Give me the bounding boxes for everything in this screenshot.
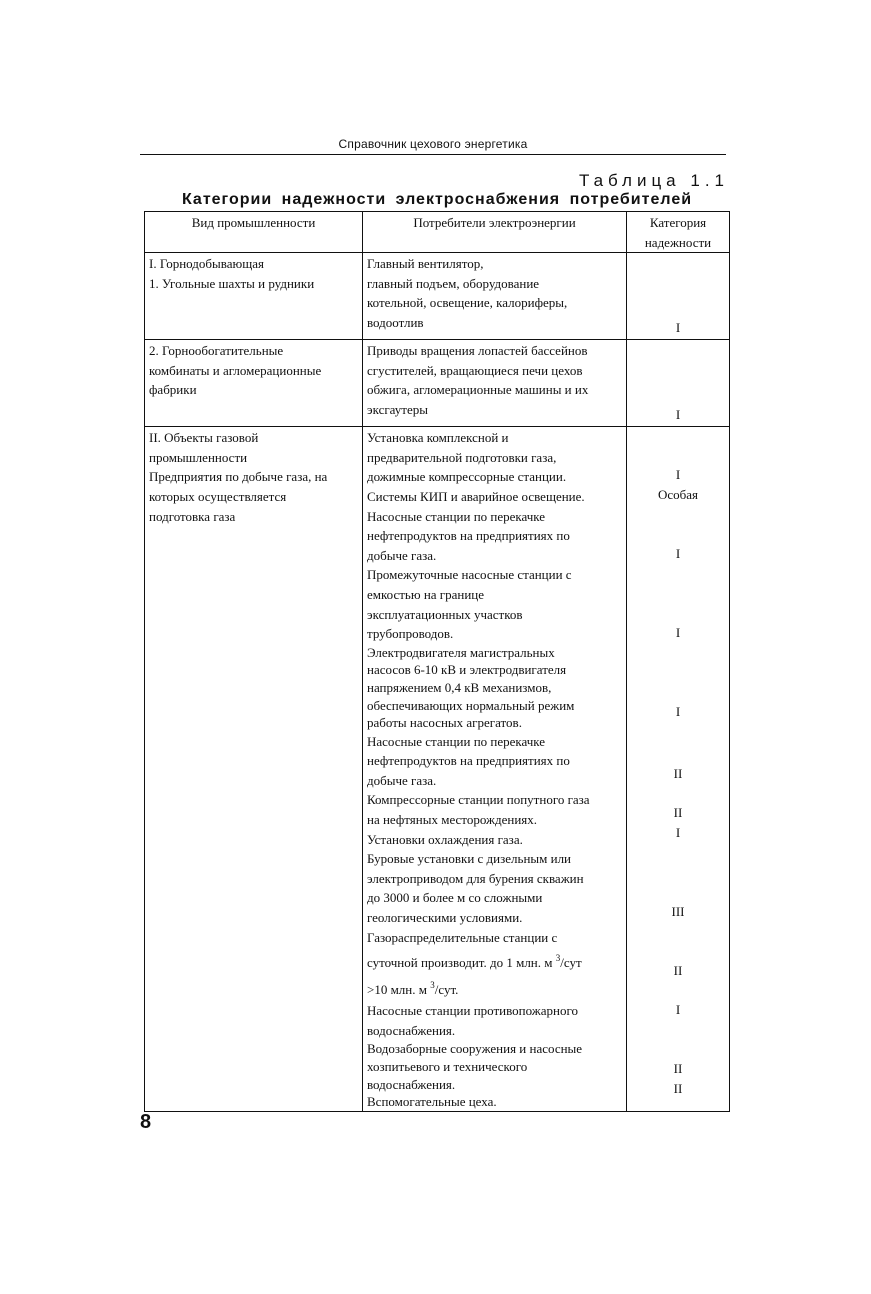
- category-value: I: [675, 825, 681, 841]
- cell-line: Установка комплексной и: [367, 430, 509, 446]
- cell-line: 1. Угольные шахты и рудники: [149, 275, 315, 291]
- cell-line: [367, 947, 622, 974]
- category-value: I: [675, 407, 681, 423]
- category-cell: [627, 253, 730, 340]
- cell-line: сгустителей, вращающиеся печи цехов: [367, 362, 583, 378]
- cell-line: дожимные компрессорные станции.: [367, 469, 567, 485]
- cell-line: эксгаутеры: [367, 401, 428, 417]
- cell-line: работы насосных агрегатов.: [367, 715, 522, 731]
- cell-line: до 3000 и более м со сложными: [367, 890, 543, 906]
- industry-cell: [145, 427, 363, 1112]
- cell-text: /сут: [560, 955, 582, 971]
- table-header-row: [145, 212, 730, 253]
- industry-cell: [145, 253, 363, 340]
- table-number: Таблица 1.1: [578, 171, 729, 190]
- header-category: [627, 212, 730, 253]
- category-cell: [627, 427, 730, 1112]
- header-category-line: надежности: [644, 234, 712, 250]
- header-consumers: Потребители электроэнергии: [363, 212, 627, 253]
- cell-line: II. Объекты газовой: [149, 430, 259, 446]
- cell-line: предварительной подготовки газа,: [367, 449, 557, 465]
- cell-line: [367, 974, 622, 1001]
- cell-line: емкостью на границе: [367, 586, 485, 602]
- cell-line: добыче газа.: [367, 547, 437, 563]
- cell-line: промышленности: [149, 449, 248, 465]
- cell-line: Газораспределительные станции с: [367, 929, 558, 945]
- cell-line: Насосные станции по перекачке: [367, 508, 546, 524]
- category-value: III: [671, 904, 685, 920]
- cell-line: напряжением 0,4 кВ механизмов,: [367, 679, 552, 695]
- cell-line: 2. Горнообогатительные: [149, 343, 284, 359]
- cell-line: геологическими условиями.: [367, 910, 523, 926]
- cell-line: эксплуатационных участков: [367, 606, 523, 622]
- cell-line: на нефтяных месторождениях.: [367, 812, 538, 828]
- superscript: 3: [430, 980, 435, 991]
- category-value: II: [673, 766, 683, 782]
- consumers-cell: [363, 253, 627, 340]
- cell-line: насосов 6-10 кВ и электродвигателя: [367, 662, 567, 678]
- cell-line: фабрики: [149, 382, 197, 398]
- cell-line: Электродвигателя магистральных: [367, 644, 555, 660]
- running-head: Справочник цехового энергетика: [338, 137, 528, 151]
- cell-line: Водозаборные сооружения и насосные: [367, 1041, 583, 1057]
- cell-line: I. Горнодобывающая: [149, 256, 264, 272]
- cell-line: электроприводом для бурения скважин: [367, 870, 584, 886]
- category-value: II: [673, 1061, 683, 1077]
- category-value: I: [675, 1002, 681, 1018]
- header-industry: Вид промышленности: [145, 212, 363, 253]
- cell-line: нефтепродуктов на предприятиях по: [367, 528, 570, 544]
- cell-line: подготовка газа: [149, 508, 236, 524]
- cell-line: обжига, агломерационные машины и их: [367, 382, 589, 398]
- cell-text: >10 млн. м: [367, 982, 427, 998]
- table-row: [145, 253, 730, 340]
- header-rule: [140, 154, 726, 155]
- cell-line: добыче газа.: [367, 772, 437, 788]
- cell-line: водоотлив: [367, 314, 424, 330]
- cell-text: суточной производит. до 1 млн. м: [367, 955, 553, 971]
- industry-cell: [145, 340, 363, 427]
- cell-line: водоснабжения.: [367, 1022, 456, 1038]
- superscript: 3: [555, 953, 561, 964]
- category-value: II: [673, 805, 683, 821]
- category-value: II: [673, 1081, 683, 1097]
- cell-line: Насосные станции по перекачке: [367, 733, 546, 749]
- page-number: 8: [140, 1111, 152, 1133]
- cell-line: Установки охлаждения газа.: [367, 831, 523, 847]
- cell-line: хозпитьевого и технического: [367, 1059, 528, 1074]
- category-value: I: [675, 546, 681, 562]
- category-value: I: [675, 704, 681, 720]
- category-value: Особая: [657, 487, 699, 503]
- header-category-line: Категория: [649, 215, 707, 230]
- cell-line: Системы КИП и аварийное освещение.: [367, 488, 585, 504]
- cell-line: главный подъем, оборудование: [367, 275, 540, 291]
- cell-line: Главный вентилятор,: [367, 256, 484, 272]
- cell-line: котельной, освещение, калориферы,: [367, 295, 568, 311]
- cell-line: Приводы вращения лопастей бассейнов: [367, 343, 588, 359]
- cell-line: нефтепродуктов на предприятиях по: [367, 753, 570, 769]
- consumers-cell: [363, 427, 627, 1112]
- table-row: [145, 427, 730, 1112]
- table-title: Категории надежности электроснабжения потребителей: [181, 191, 693, 208]
- cell-line: Предприятия по добыче газа, на: [149, 469, 328, 485]
- cell-line: Вспомогательные цеха.: [367, 1094, 497, 1110]
- cell-line: водоснабжения.: [367, 1076, 456, 1092]
- reliability-table: [144, 211, 730, 1112]
- cell-text: /сут.: [434, 982, 459, 998]
- cell-line: Компрессорные станции попутного газа: [367, 792, 590, 808]
- cell-line: Промежуточные насосные станции с: [367, 567, 572, 583]
- cell-line: обеспечивающих нормальный режим: [367, 697, 575, 713]
- category-value: I: [675, 320, 681, 336]
- category-value: I: [675, 467, 681, 483]
- cell-line: комбинаты и агломерационные: [149, 362, 322, 378]
- cell-line: Насосные станции противопожарного: [367, 1003, 579, 1019]
- category-value: II: [673, 963, 683, 979]
- consumers-cell: [363, 340, 627, 427]
- category-value: I: [675, 625, 681, 641]
- table-row: [145, 340, 730, 427]
- category-cell: [627, 340, 730, 427]
- cell-line: трубопроводов.: [367, 626, 454, 642]
- cell-line: Буровые установки с дизельным или: [367, 851, 572, 867]
- cell-line: которых осуществляется: [149, 488, 287, 504]
